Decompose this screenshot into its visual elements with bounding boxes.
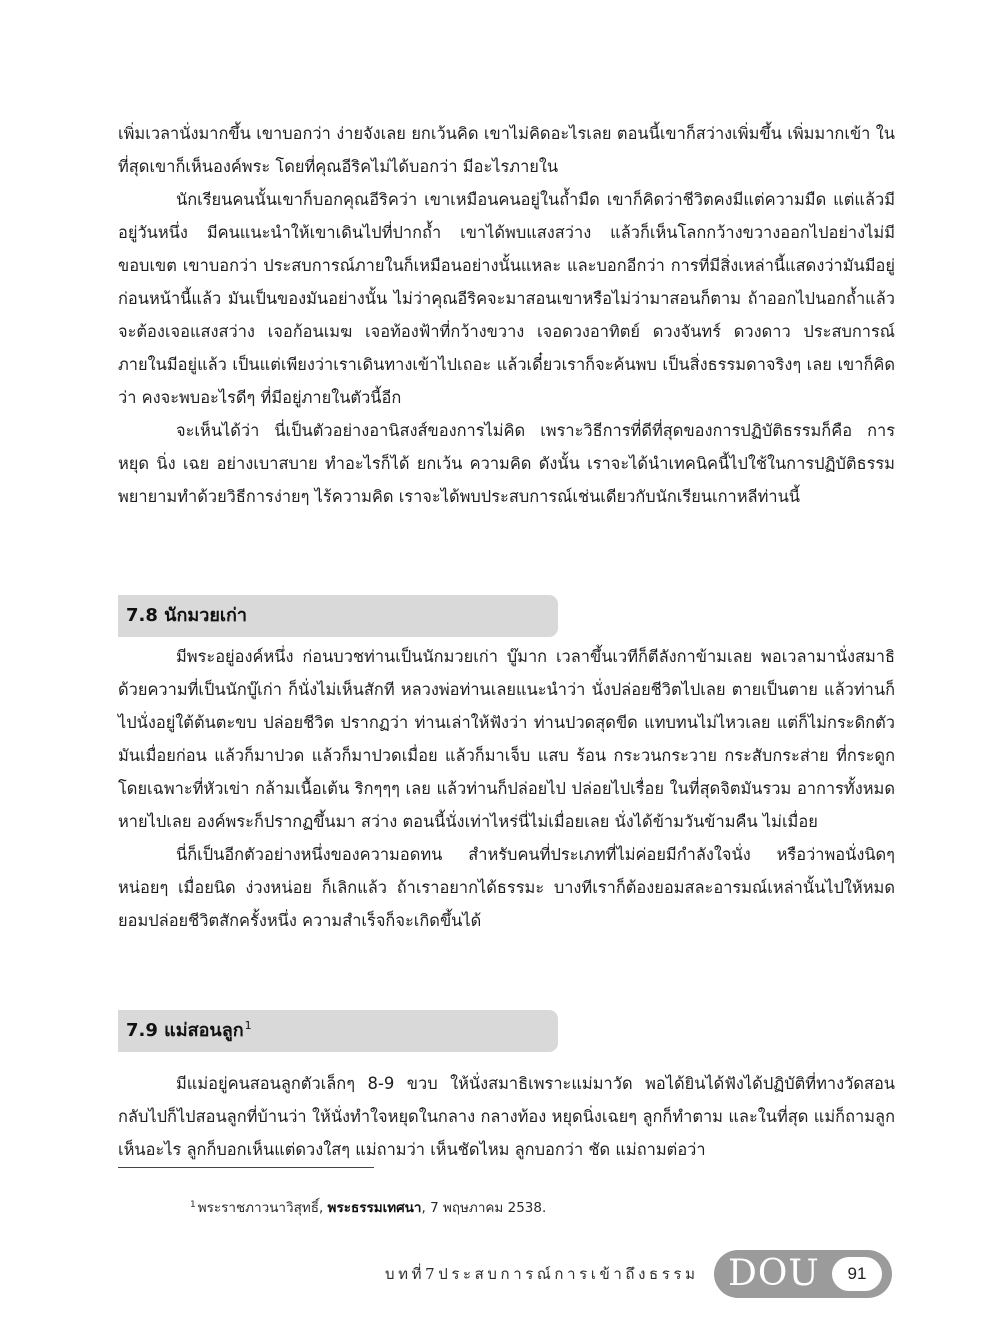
footnote-marker: 1 <box>190 1199 196 1210</box>
section-heading-text: 7.9 แม่สอนลูก <box>126 1020 244 1041</box>
footnote-divider <box>118 1167 374 1168</box>
paragraph: เพิ่มเวลานั่งมากขึ้น เขาบอกว่า ง่ายจังเลย ยกเว้นคิด เขาไม่คิดอะไรเลย ตอนนี้เขาก็สว่างเพิ่มขึ้น เพิ่มมากเข้า ในที่สุดเขาก็เห็นองค์พระ โดยที่คุณอีริคไม่ได้บอกว่า มีอะไรภายใน <box>118 124 895 176</box>
dou-logo-text: DOU <box>728 1253 820 1294</box>
footer-chapter-title: บทที่7ประสบการณ์การเข้าถึงธรรม <box>385 1265 699 1283</box>
footnote-work-title: พระธรรมเทศนา <box>327 1200 422 1216</box>
paragraph: นักเรียนคนนั้นเขาก็บอกคุณอีริคว่า เขาเหมือนคนอยู่ในถ้ำมืด เขาก็คิดว่าชีวิตคงมีแต่ความมืด แต่แล้วมีอยู่วันหนึ่ง มีคนแนะนำให้เขาเดินไปที่ปากถ้ำ เขาได้พบแสงสว่าง แล้วก็เห็นโลกกว้างขวางออกไปอย่างไม่มีขอบเขต เขาบอกว่า ประสบการณ์ภายในก็เหมือนอย่างนั้นแหละ และบอกอีกว่า การที่มีสิ่งเหล่านี้แสดงว่ามันมีอยู่ก่อนหน้านี้แล้ว มันเป็นของมันอย่างนั้น ไม่ว่าคุณอีริคจะมาสอนเขาหรือไม่ว่ามาสอนก็ตาม ถ้าออกไปนอกถ้ำแล้วจะต้องเจอแสงสว่าง เจอก้อนเมฆ เจอท้องฟ้าที่กว้างขวาง เจอดวงอาทิตย์ ดวงจันทร์ ดวงดาว ประสบการณ์ภายในมีอยู่แล้ว เป็นแต่เพียงว่าเราเดินทางเข้าไปเถอะ แล้วเดี๋ยวเราก็จะค้นพบ เป็นสิ่งธรรมดาจริงๆ เลย เขาก็คิดว่า คงจะพบอะไรดีๆ ที่มีอยู่ภายในตัวนี้อีก <box>118 190 895 407</box>
section-heading-7-8 <box>118 595 558 637</box>
page-number: 91 <box>832 1257 882 1291</box>
footnote-reference: 1 <box>244 1019 252 1032</box>
footnote <box>190 1198 546 1218</box>
intro-text-block <box>118 117 895 513</box>
paragraph: จะเห็นได้ว่า นี่เป็นตัวอย่างอานิสงส์ของการไม่คิด เพราะวิธีการที่ดีที่สุดของการปฏิบัติธรรมก็คือ การหยุด นิ่ง เฉย อย่างเบาสบาย ทำอะไรก็ได้ ยกเว้น ความคิด ดังนั้น เราจะได้นำเทคนิคนี้ไปใช้ในการปฏิบัติธรรม พยายามทำด้วยวิธีการง่ายๆ ไร้ความคิด เราจะได้พบประสบการณ์เช่นเดียวกับนักเรียนเกาหลีท่านนี้ <box>118 421 895 506</box>
paragraph: มีแม่อยู่คนสอนลูกตัวเล็กๆ 8-9 ขวบ ให้นั่งสมาธิเพราะแม่มาวัด พอได้ยินได้ฟังได้ปฏิบัติที่ทางวัดสอน กลับไปก็ไปสอนลูกที่บ้านว่า ให้นั่งทำใจหยุดในกลาง กลางท้อง หยุดนิ่งเฉยๆ ลูกก็ทำตาม และในที่สุด แม่ก็ถามลูกเห็นอะไร ลูกก็บอกเห็นแต่ดวงใสๆ แม่ถามว่า เห็นชัดไหม ลูกบอกว่า ชัด แม่ถามต่อว่า <box>118 1074 895 1159</box>
section-7-9-text-block <box>118 1067 895 1166</box>
footer-badge <box>714 1250 892 1298</box>
footnote-author: พระราชภาวนาวิสุทธิ์, <box>197 1200 324 1216</box>
section-7-8-text-block <box>118 640 895 937</box>
paragraph: นี่ก็เป็นอีกตัวอย่างหนึ่งของความอดทน สำหรับคนที่ประเภทที่ไม่ค่อยมีกำลังใจนั่ง หรือว่าพอนั่งนิดๆ หน่อยๆ เมื่อยนิด ง่วงหน่อย ก็เลิกแล้ว ถ้าเราอยากได้ธรรมะ บางทีเราก็ต้องยอมสละอารมณ์เหล่านั้นไปให้หมด ยอมปล่อยชีวิตสักครั้งหนึ่ง ความสำเร็จก็จะเกิดขึ้นได้ <box>118 845 895 930</box>
section-heading-text: 7.8 นักมวยเก่า <box>126 605 248 626</box>
footnote-date: , 7 พฤษภาคม 2538. <box>421 1200 547 1216</box>
paragraph: มีพระอยู่องค์หนึ่ง ก่อนบวชท่านเป็นนักมวยเก่า บู๊มาก เวลาขึ้นเวทีก็ตีลังกาข้ามเลย พอเวลามานั่งสมาธิ ด้วยความที่เป็นนักบู๊เก่า ก็นั่งไม่เห็นสักที หลวงพ่อท่านเลยแนะนำว่า นั่งปล่อยชีวิตไปเลย ตายเป็นตาย แล้วท่านก็ไปนั่งอยู่ใต้ต้นตะขบ ปล่อยชีวิต ปรากฏว่า ท่านเล่าให้ฟังว่า ท่านปวดสุดขีด แทบทนไม่ไหวเลย แต่ก็ไม่กระดิกตัว มันเมื่อยก่อน แล้วก็มาปวด แล้วก็มาปวดเมื่อย แล้วก็มาเจ็บ แสบ ร้อน กระวนกระวาย กระสับกระส่าย ที่กระดูกโดยเฉพาะที่หัวเข่า กล้ามเนื้อเต้น ริกๆๆๆ เลย แล้วท่านก็ปล่อยไป ปล่อยไปเรื่อย ในที่สุดจิตมันรวม อาการทั้งหมดหายไปเลย องค์พระก็ปรากฏขึ้นมา สว่าง ตอนนี้นั่งเท่าไหร่นี่ไม่เมื่อยเลย นั่งได้ข้ามวันข้ามคืน ไม่เมื่อย <box>118 647 895 831</box>
section-heading-7-9 <box>118 1010 558 1052</box>
